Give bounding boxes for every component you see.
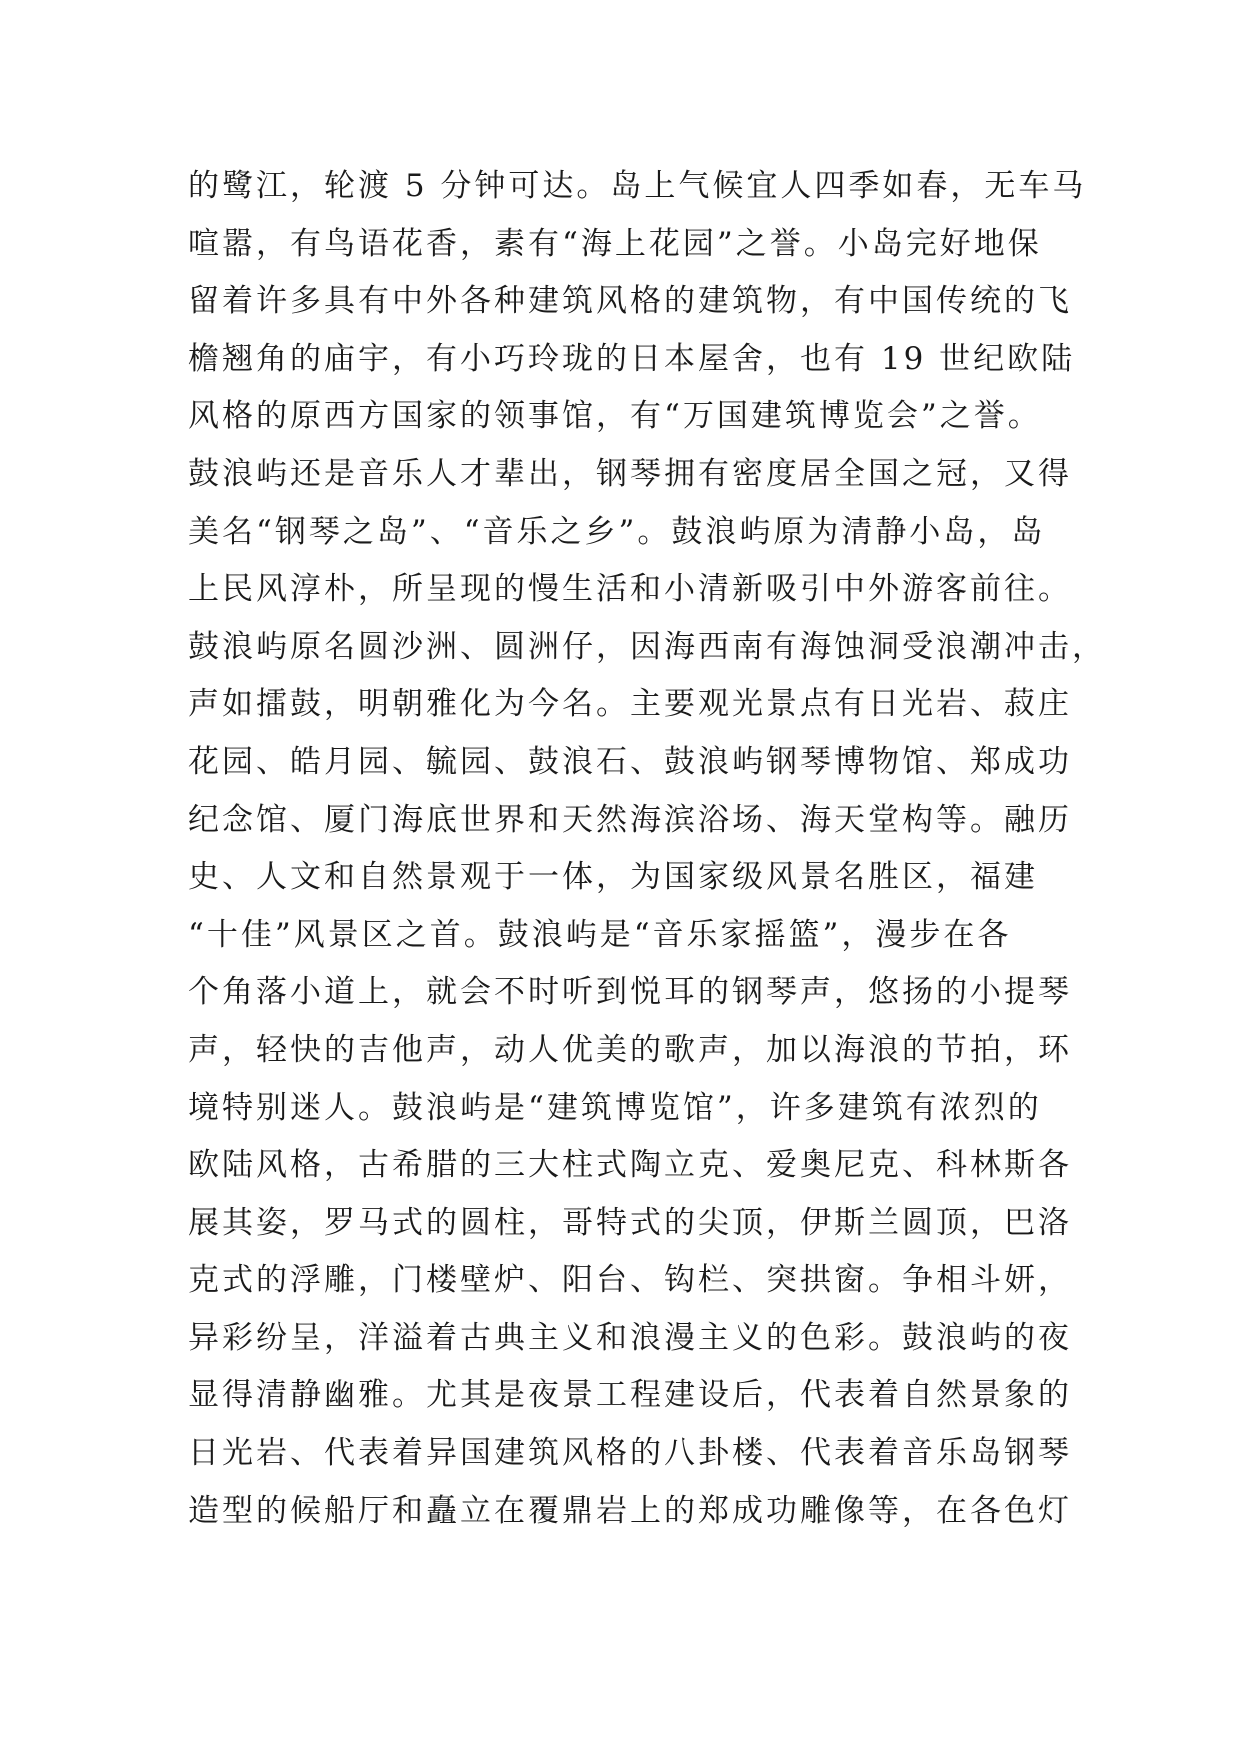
text-line: 个角落小道上，就会不时听到悦耳的钢琴声，悠扬的小提琴 — [188, 974, 1072, 1011]
text-line: 克式的浮雕，门楼壁炉、阳台、钩栏、突拱窗。争相斗妍， — [188, 1262, 1072, 1299]
text-line: 上民风淳朴，所呈现的慢生活和小清新吸引中外游客前往。 — [188, 571, 1072, 608]
text-line: 异彩纷呈，洋溢着古典主义和浪漫主义的色彩。鼓浪屿的夜 — [188, 1319, 1072, 1356]
text-line: 造型的候船厅和矗立在覆鼎岩上的郑成功雕像等，在各色灯 — [188, 1492, 1072, 1529]
text-line: 日光岩、代表着异国建筑风格的八卦楼、代表着音乐岛钢琴 — [188, 1435, 1072, 1472]
text-line: 显得清静幽雅。尤其是夜景工程建设后，代表着自然景象的 — [188, 1377, 1072, 1414]
text-line: “十佳”风景区之首。鼓浪屿是“音乐家摇篮”，漫步在各 — [188, 916, 1012, 953]
text-line: 鼓浪屿还是音乐人才辈出，钢琴拥有密度居全国之冠，又得 — [188, 455, 1072, 492]
text-line: 风格的原西方国家的领事馆，有“万国建筑博览会”之誉。 — [188, 398, 1042, 435]
text-line: 喧嚣，有鸟语花香，素有“海上花园”之誉。小岛完好地保 — [188, 225, 1042, 262]
text-line: 檐翘角的庙宇，有小巧玲珑的日本屋舍，也有 19 世纪欧陆 — [188, 340, 1076, 377]
text-line: 美名“钢琴之岛”、“音乐之乡”。鼓浪屿原为清静小岛，岛 — [188, 513, 1046, 550]
body-text — [188, 158, 1106, 1540]
text-line: 的鹭江，轮渡 5 分钟可达。岛上气候宜人四季如春，无车马 — [188, 168, 1087, 204]
text-line: 欧陆风格，古希腊的三大柱式陶立克、爱奥尼克、科林斯各 — [188, 1147, 1072, 1184]
text-line: 纪念馆、厦门海底世界和天然海滨浴场、海天堂构等。融历 — [188, 801, 1072, 838]
text-line: 声，轻快的吉他声，动人优美的歌声，加以海浪的节拍，环 — [188, 1031, 1072, 1068]
text-line: 史、人文和自然景观于一体，为国家级风景名胜区，福建 — [188, 859, 1038, 896]
text-line: 花园、皓月园、毓园、鼓浪石、鼓浪屿钢琴博物馆、郑成功 — [188, 743, 1072, 780]
text-line: 展其姿，罗马式的圆柱，哥特式的尖顶，伊斯兰圆顶，巴洛 — [188, 1204, 1072, 1241]
text-line: 留着许多具有中外各种建筑风格的建筑物，有中国传统的飞 — [188, 283, 1072, 320]
text-line: 鼓浪屿原名圆沙洲、圆洲仔，因海西南有海蚀洞受浪潮冲击， — [188, 628, 1106, 665]
text-line: 声如擂鼓，明朝雅化为今名。主要观光景点有日光岩、菽庄 — [188, 686, 1072, 723]
text-line: 境特别迷人。鼓浪屿是“建筑博览馆”，许多建筑有浓烈的 — [188, 1089, 1042, 1126]
